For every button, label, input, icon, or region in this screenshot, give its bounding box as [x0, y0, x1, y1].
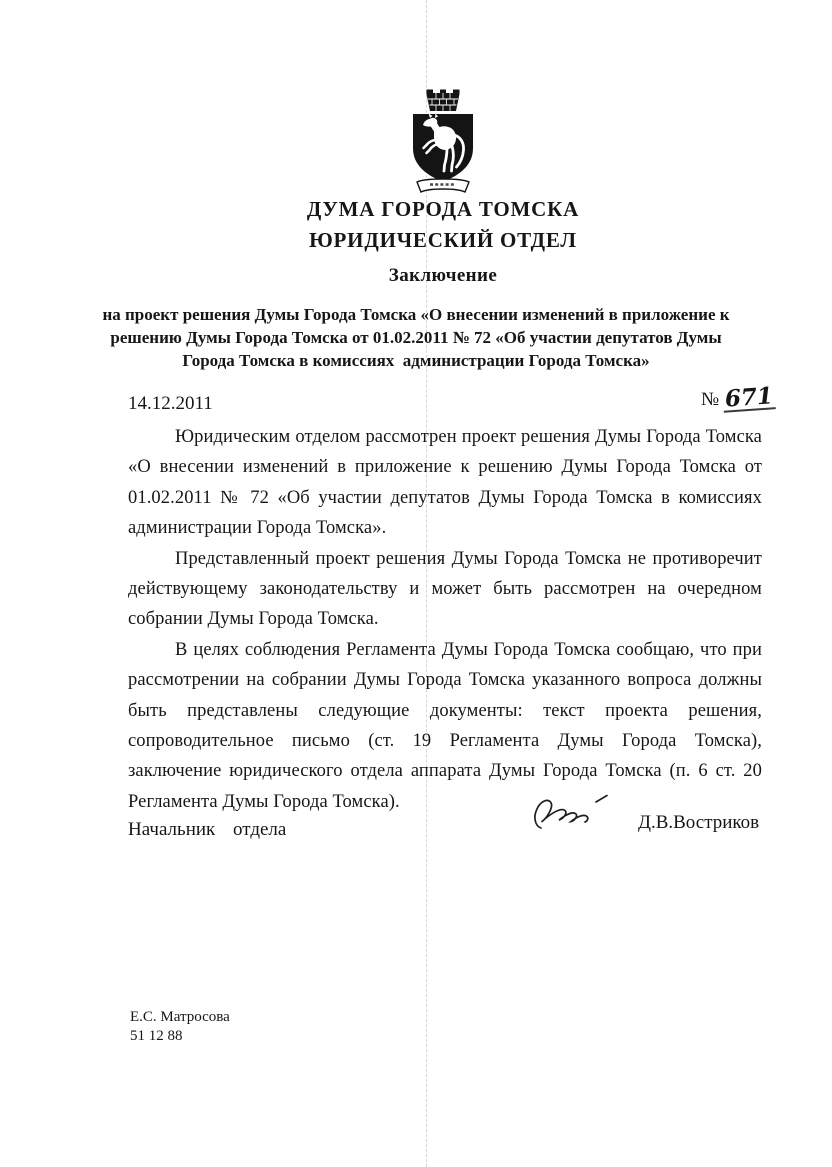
- document-number: [701, 382, 775, 413]
- executor-phone: 51 12 88: [130, 1028, 183, 1044]
- tomsk-coat-of-arms-emblem: [402, 84, 484, 198]
- subject-line-2: решению Думы Города Томска от 01.02.2011 № 72 «Об участии депутатов Думы: [110, 328, 722, 347]
- subject-line-3: Города Томска в комиссиях администрации Города Томска»: [182, 351, 650, 370]
- signer-position: Начальник отдела: [128, 819, 287, 840]
- signer-name: Д.В.Востриков: [638, 812, 760, 833]
- organization-name: ДУМА ГОРОДА ТОМСКА: [306, 197, 580, 221]
- document-date: 14.12.2011: [128, 393, 213, 414]
- body-paragraph-3: В целях соблюдения Регламента Думы Города Томска сообщаю, что при рассмотрении на собрании Думы Города Томска указанного вопроса должны быть представлены следующие документы: текст проекта решения, сопроводительное письмо (ст. 19 Регламента Думы Города Томска), заключение юридического отдела аппарата Думы Города Томска (п. 6 ст. 20 Регламента Думы Города Томска).: [128, 639, 762, 812]
- executor-block: [130, 1008, 230, 1046]
- document-body: [128, 422, 762, 817]
- ribbon-banner-icon: [417, 179, 469, 192]
- body-paragraph-1: Юридическим отделом рассмотрен проект решения Думы Города Томска «О внесении изменений в приложение к решению Думы Города Томска от 01.02.2011 № 72 «Об участии депутатов Думы Города Томска в комиссиях администрации Города Томска».: [128, 427, 762, 539]
- handwritten-signature-icon: [528, 791, 633, 837]
- mural-crown-icon: [427, 90, 460, 112]
- subject-line-1: на проект решения Думы Города Томска «О внесении изменений в приложение к: [102, 305, 730, 324]
- body-paragraph-2: Представленный проект решения Думы Города Томска не противоречит действующему законодательству и может быть рассмотрен на очередном собрании Думы Города Томска.: [128, 548, 762, 630]
- document-subject: [56, 303, 776, 372]
- executor-name: Е.С. Матросова: [130, 1009, 230, 1025]
- handwritten-number: 671: [724, 382, 774, 413]
- number-sign: №: [701, 389, 720, 410]
- department-name: ЮРИДИЧЕСКИЙ ОТДЕЛ: [309, 228, 577, 252]
- document-title: Заключение: [388, 265, 498, 286]
- shield-icon: [413, 114, 473, 183]
